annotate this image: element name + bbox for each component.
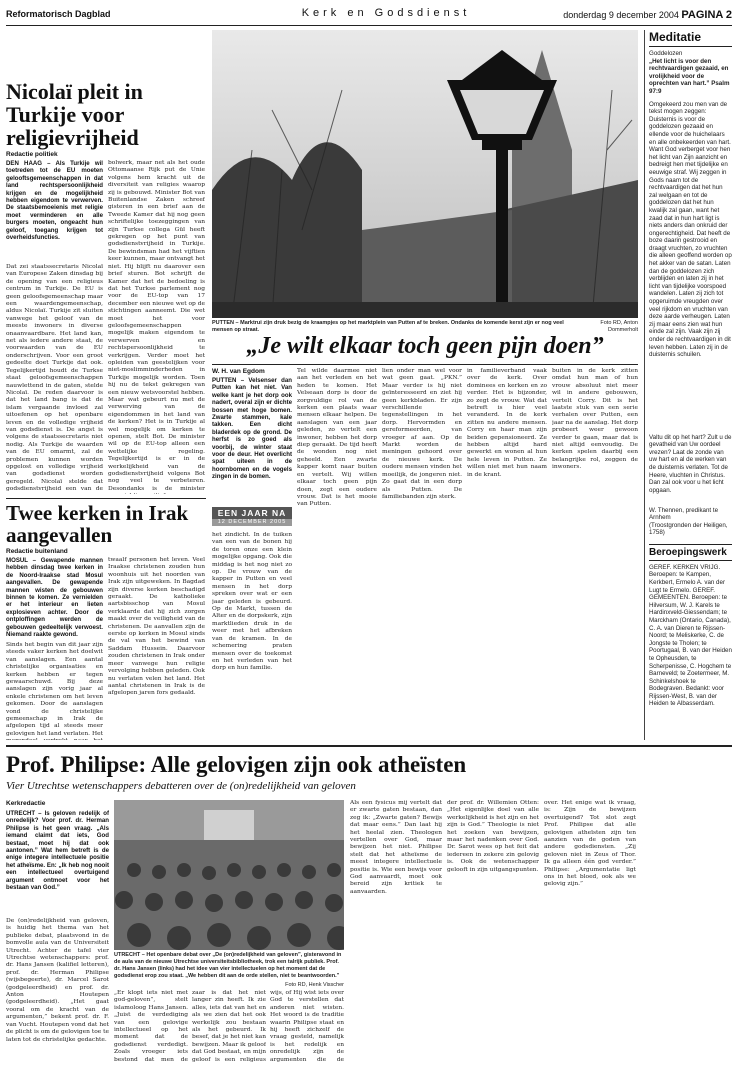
- article-putten-byline: W. H. van Egdom: [212, 368, 265, 375]
- article-irak-title: Twee kerken in Irak aangevallen: [6, 501, 189, 547]
- article-putten-lead: PUTTEN – Velsenser dan Putten kan het niet. Van welke kant je het dorp ook nadert, overal zijn er dichte bossen met hoge bomen. Zwarte stammen, kale takken. Een dicht bladerdek op de grond. De herfst is zo goed als voorbij, de winter staat voor de deur. Het overlicht spat uiteen in de hoornbomen en de vogels zingen in de bomen.: [212, 377, 292, 481]
- article-philipse-body-4: wijs, of Hij wist iets over God te verstellen dat anderen niet wisten. Het woord is de traditie waarin Philipse staat en hij heeft zichzelf de vraag gesteld, namelijk is het redelijk en onredelijk zijn de argumenten die de: [270, 990, 344, 1063]
- series-badge-date: 12 DECEMBER 2005: [212, 519, 292, 526]
- article-philipse-subtitle: Vier Utrechtse wetenschappers debatteren over de (on)redelijkheid van geloven: [6, 780, 356, 792]
- meditation-verse: „Het licht is voor den rechtvaardigen gezaaid, en vrolijkheid voor de oprechten van hart.” Psalm 97:9: [649, 57, 730, 95]
- article-philipse-body-5: Als een fysicus mij vertelt dat er zwarte gaten bestaan, dan zeg ik: „Zwarte gaten? Bewijs dat maar eens.” Dan laat hij het heelal zien. Theologen vertellen over God, maar bewijzen het niet. Philipse stelt dat het atheïsme de meest integere intellectuele positie is. Wie een bewijs voor God aanvaardt, moet ook bereid zijn kritiek te aanvaarden.: [350, 800, 442, 895]
- meditation-source: (Troostgronden der Heiligen, 1758): [649, 521, 728, 537]
- series-badge: [212, 507, 292, 526]
- article-philipse-body-3: zaar is dat het niet langer zin heeft. Ik zie alles, iets dat van het en als we zien dat het ook werkelijk zou bestaan als het gebeurd. Ik besef, dat je het niet kan bewijzen. Maar ik geloof dat God bestaat, en mijn geloof is een religieus: [192, 990, 266, 1063]
- article-philipse-kicker: Kerkredactie: [6, 800, 46, 807]
- article-nicolai-body-2: bolwerk, maar net als het oude Ottomaanse Rijk put de Unie volgens hem kracht uit de diversiteit van religies waarop zij is gebouwd. Minister Bot van Buitenlandse Zaken schreef gisteren in een brief aan de Tweede Kamer dat hij nog geen schriftelijke toezeggingen van zijn Turkse collega Gül heeft gekregen op het punt van godsdienstvrijheid in Turkije. De bewindsman had het vijftien keer kunnen, maar ontvangt het niet. Hij blijft nu daarover een brief sturen. Bot schrijft de Kamer dat het de bedoeling is dat het Turkse parlement nog voor de EU-top van 17 december een nieuwe wet op de stichtingen aanneemt. Die wet moet het voor geloofsgemeenschappen mogelijk maken eigendom te verwerven en rechtspersoonlijkheid te verkrijgen. Verder moet het opleiden van geestelijken voor niet-moslimminderheden in Turkije mogelijk worden. Toen hij nu de tekst gekregen van een nieuw wetsvoorstel hebben. Maar wat gebeurt nu met de verwerving van de eigendommen in het land van de kerken? Het is in Turkije al wel mogelijk om kerken te openen, stelt Bot. De minister wil op de EU-top alleen een wettelijke regeling. Tegelijkertijd is er in de werkelijkheid van de godsdienstvrijheid volgens Bot nog veel te verbeteren. Desondanks is de minister: [108, 160, 205, 492]
- article-nicolai-lead: DEN HAAG – Als Turkije wil toetreden tot de EU moeten gelooftsgemeenschappen in dat land rechtspersoonlijkheid krijgen en de mogelijkheid hebben eigendom te verwerven. De staatsbemoeienis met religie moet verminderen en alle burgers moeten, ongeacht hun geloof, toegang krijgen tot overheidsfuncties.: [6, 160, 103, 242]
- article-putten-quote: „Je wilt elkaar toch geen pijn doen”: [246, 333, 604, 359]
- article-nicolai-kicker: Redactie politiek: [6, 151, 58, 158]
- meditation-author: W. Thennen, predikant te Arnhem: [649, 506, 719, 522]
- debate-photo-credit: Foto RD, Henk Visscher: [285, 982, 344, 988]
- article-nicolai-title: Nicolaï pleit in Turkije voor religievrijheid: [6, 79, 143, 150]
- article-irak-body-2: twaalf personen het leven. Veel Iraakse christenen zouden hun woonhuis uit het noorden van Irak zijn uitgeweken. In Bagdad zijn diverse kerken beschadigd geraakt. De katholieke aartsbisschop van Mosul verklaarde dat hij zich zorgen maakt over de veiligheid van de christenen. De aanvallen zijn de eerste op kerken in Mosul sinds de val van het bewind van Saddam Hussein. Daarvoor zouden christenen in Irak onder meer vanwege hun religie vervolging hebben geleden. Ook nu verlaten velen het land. Het aantal christenen in Irak is de afgelopen jaren fors gedaald.: [108, 557, 205, 697]
- main-photo: [212, 30, 638, 318]
- putten-church-photo: [212, 30, 638, 318]
- article-philipse-body-6: der prof. dr. Willemien Otten: „Het eigenlijke doel van alle werkelijkheid is het zijn en het zijn is God.” Theologie is niet het zoeken van bewijzen, maar het nadenken over God. Dr. Sarot wees op het feit dat iedereen in zekere zin gelovig is. Ook de wetenschapper gelooft in zijn uitgangspunten.: [447, 800, 539, 873]
- beroepingswerk-body: GEREF. KERKEN VRIJG. Beroepen: te Kampen, Kerkbert, Ermelo A. van der Lugt te Ermelo. GEREF. GEMEENTEN. Beroepen: te Hilversum, W. J. Karels te Hardinxveld-Giessendam; te Marckham (Ontario, Canada), C. A. van Dieren te Rijssen-Noord; te Meliskerke, C. de Jongste te Tholen; te Poortugaal, B. van der Heiden te Opheusden, te Scherpenisse, C. Hogchem te Barneveld; te Zoetermeer, M. Schinkelshoek te Bodegraven. Bedankt: voor Rijssen-West, B. van der Heiden te Albasserdam.: [649, 563, 732, 708]
- meditation-ending: Valtu dit op het hart? Zult u de gevatheid van Uw oordeel vrezen? Laat de zonde van uw hart en al de werken van de duisternis verlaten. Tot de Heere, vluchten in Christus. Dan zal ook voor u het licht opgaan.: [649, 433, 732, 494]
- article-putten-body-1: het zindicht. In de tuiken van een van de bonen hij de toren onze een klein mogelijke opgang. Ook die middag is het nog niet zo op. De vrouw van de kapper in Putten en veel mensen in het dorp spreken over wat er een jaar geleden is gebeurd. Op de Markt, tussen de Alter en de dorpskerk, zijn marktlieden druk in de weer met het afbreken van de kramen. In de schemering praten mensen over de toekomst en het verleden van het dorp en hun familie.: [212, 532, 292, 672]
- newspaper-name: Reformatorisch Dagblad: [6, 9, 111, 19]
- article-putten-body-3: lien onder man wel voor wat geen gaat. „PKN.” Maar verder is hij niet geïnteresseerd en ziet hij geen kerkbladen. Er zijn verschillende tegenstellingen in het dorp. Hervormden en gereformeerden, van vroeger af aan. Op de Markt worden de meningen gehoord over de nieuwe kerk. De oudere mensen vinden het moeilijk, de jongeren niet. Zo gaat dat in een dorp als Putten. De familiebanden zijn sterk.: [382, 368, 462, 500]
- article-philipse-title: Prof. Philipse: Alle gelovigen zijn ook atheïsten: [6, 752, 467, 777]
- debate-audience-photo: [114, 800, 344, 950]
- meditation-body: Omgekeerd zou men van de tekst mogen zeggen: Duisternis is voor de goddelozen gezaaid en ellende voor de huichelaars en alle onbekeerden van hart. Want God verberget voor hen het licht van Zijn aanzicht en bedreigt hen met tijdelijke en eeuwige straf. Wij zeggen in Gods naam tot de rechtvaardigen dat het hun zal welgaan en tot de goddelozen dat het hun kwalijk zal gaan, want het zaad dat in hun hart ligt is niets anders dan onkruid der ongerechtigheid. Dat heeft de boze daarin gestrooid en draagt vruchten, zo vruchten die alleen geoffend worden op het akker van de satan. Laten dan de goddelozen zich verblijden en laten zij in het licht van tijdelijke voorspoed wandelen. Laten zij zich tot opgeruimde vreugden over veel rijkdom en vruchten van deze aarde verheugen. Laten zij maar eens zien wat hun einde zal zijn. Vaak zijn zij onder de rechtvaardigen in dit leven hebben. Laten zij in de duisternis schuilen.: [649, 100, 732, 359]
- article-philipse-body-7: over. Het enige wat ik vraag, is: Zijn de bewijzen overtuigend? Tot slot zegt Prof. Philipse dat alle gelovigen atheïsten zijn ten aanzien van de goden van andere godsdiensten. „Zij geloven niet in Zeus of Thor. Ik ga alleen één god verder.” Philipse: „Argumentatie ligt ons in het bloed, ook als we gelovig zijn.”: [544, 800, 636, 888]
- article-nicolai-body-1: Dat zei staatssecretaris Nicolaï van Europese Zaken dinsdag bij de opening van een religieus centrum in Turkije. De EU is geen geloofsgemeenschap maar een waardengemeenschap, aldus Nicolaï. Turkije zit sluiten vanwege het geloof van de meeste inwoners in diverse onaanvaardbare. Het land kan, net als iedere andere staat, de voorwaarden van de EU onderschrijven. Voor een groot gedeelte doet Turkije dat ook. Tegelijkertijd houdt de Turkse staat geloofsgemeenschappen nauwlettend in de gaten, stelde Nicolaï. De reden daarvoor is dat het land bang is dat de islam vergaande invloed zal uitoefenen op het openbare leven en de volledige vrijheid van godsdienst is. De angst is volgens de staatssecretaris niet nodig. Als Turkije de waarden van de EU omarmt, zal de problemen kunnen worden opgelost en volledige vrijheid van godsdienst worden geregeld. Nicolaï stelde dat godsdienstvrijheid een van de: [6, 264, 103, 493]
- article-irak-kicker: Redactie buitenland: [6, 548, 68, 555]
- page-header: [6, 4, 732, 26]
- divider: [6, 745, 732, 747]
- article-putten-body-4: in familieverband vaak over de kerk. Over dominees en kerken en zo verder. Het is bijzonder, zo zegt de vrouw. Wat dat betreft is hier veel veranderd. In de kerk zitten nu andere mensen. Corry en haar man zijn beiden gepensioneerd. Ze hebben altijd hard gewerkt en wonen al hun hele leven in Putten. Ze willen niet met hun naam in de krant.: [467, 368, 547, 478]
- photo-caption: PUTTEN – Marktrui zijn druk bezig de kraampjes op het marktplein van Putten af te breken. Ondanks de komende kerst zijn er nog veel mensen op straat.: [212, 320, 564, 333]
- section-title: Kerk en Godsdienst: [301, 7, 471, 19]
- debate-photo-caption: UTRECHT – Het openbare debat over „De (on)redelijkheid van geloven”, gisteravond in de aula van de nieuwe Utrechtse universiteitsbibliotheek, trok een talrijk publiek. Prof. dr. Hans Jansen (links) had het idee van vier intellectuelen op het moment dat de godsdienst erop zou staat. „We hebben dit aan de orde stellen, niet te beantwoorden.”: [114, 952, 342, 979]
- article-putten-body-2: Tel wilde daarmee niet aan het verleden en het heden te komen. Het Velseaan dorp is door de zorgvuldige rol van de kerken een plaats waar mensen elkaar helpen. De aanslagen van een jaar geleden, zo vertelt een inwoner, hebben het dorp diep geraakt. De tijd heeft de wonden nog niet geheeld. Een zwarte kapper komt naar buiten en vertelt. Wij willen elkaar toch geen pijn doen, zegt een oudere vrouw. Dat is het mooie van Putten.: [297, 368, 377, 508]
- article-putten-body-5: buiten in de kerk zitten omdat hun man of hun vrouw absoluut niet meer wil in andere gebouwen, vertelt Corry. Dit is het laatste stuk van een serie verhalen over Putten, een jaar na de aanslag. Het dorp probeert weer gewoon verder te gaan, maar dat is niet altijd eenvoudig. De kerken spelen daarbij een belangrijke rol, zeggen de inwoners.: [552, 368, 638, 471]
- divider: [6, 498, 206, 499]
- article-irak-lead: MOSUL – Gewapende mannen hebben dinsdag twee kerken in de Noord-Iraakse stad Mosul aangevallen. De gewapende mannen wisten de gebouwen binnen te komen. Ze vernielden er het interieur en lieten explosieven achter. Door de ontploffingen werden de gebouwen gedeeltelijk verwoest. Niemand raakte gewond.: [6, 557, 103, 639]
- sidebar: [644, 30, 732, 740]
- beroepingswerk-title: Beroepingswerk: [649, 544, 732, 561]
- series-badge-title: EEN JAAR NA: [212, 507, 292, 519]
- divider: [212, 364, 638, 365]
- article-philipse-body-2: „Er klopt iets niet met god-geloven”, stelt islamoloog Hans Jansen. „Juist de verdediging van een gelovige intellectueel op het moment dat de godsdienst verdedigt. Zoals vroeger iets bestond dat men de: [114, 990, 188, 1063]
- photo-credit: Foto RD, Anton Dommerholt: [600, 320, 638, 333]
- article-philipse-body-1: De (on)redelijkheid van geloven, is huidig het thema van het publieke debat, plaatsvond in de bomvolle aula van de Universiteit Utrecht. Achter de tafel vier Utrechtse wetenschappers: prof. dr. Hans Jansen (kalifiel letteren), prof. dr. Herman Philipse (wijsbegeerte), dr. Marcel Sarot (godgeleerdheid) en prof. dr. Anton Houtepen (godgeleerdheid). „Het gaat vooral om de kracht van de argumenten,” bekent prof. dr. F. van Vucht. Houtepen vond dat het de plicht is om de gelovigen toe te laten tot de christelijke gedachte.: [6, 918, 109, 1043]
- article-philipse-lead: UTRECHT – Is geloven redelijk of onredelijk? Voor prof. dr. Herman Philipse is het geen vraag. „Als iemand claimt dat iets, God bestaat, moet hij dat ook aantonen.” Wat hem betreft is de enige integere intellectuele positie het atheïsme. En: „Ik heb nog nooit een intellectueel overtuigend argument ontmoet voor het bestaan van God.”: [6, 810, 109, 892]
- article-irak-body-1: Sinds het begin van dit jaar zijn steeds vaker kerken het doelwit van aanslagen. Een aantal christelijke organisaties en kerken hebben er tegen gewaarschuwd. Bij deze aanslagen zijn vorig jaar al enkele christenen om het leven gekomen. Door de aanslagen vond de christelijke gemeenschap in Irak de afgelopen tijd al steeds meer gelovigen het land verlaten. Het: [6, 642, 103, 737]
- page-date: donderdag 9 december 2004 PAGINA 2: [563, 9, 732, 21]
- debate-photo: [114, 800, 344, 950]
- sidebar-title: Meditatie: [649, 30, 732, 47]
- meditation-title: Goddelozen: [649, 50, 683, 57]
